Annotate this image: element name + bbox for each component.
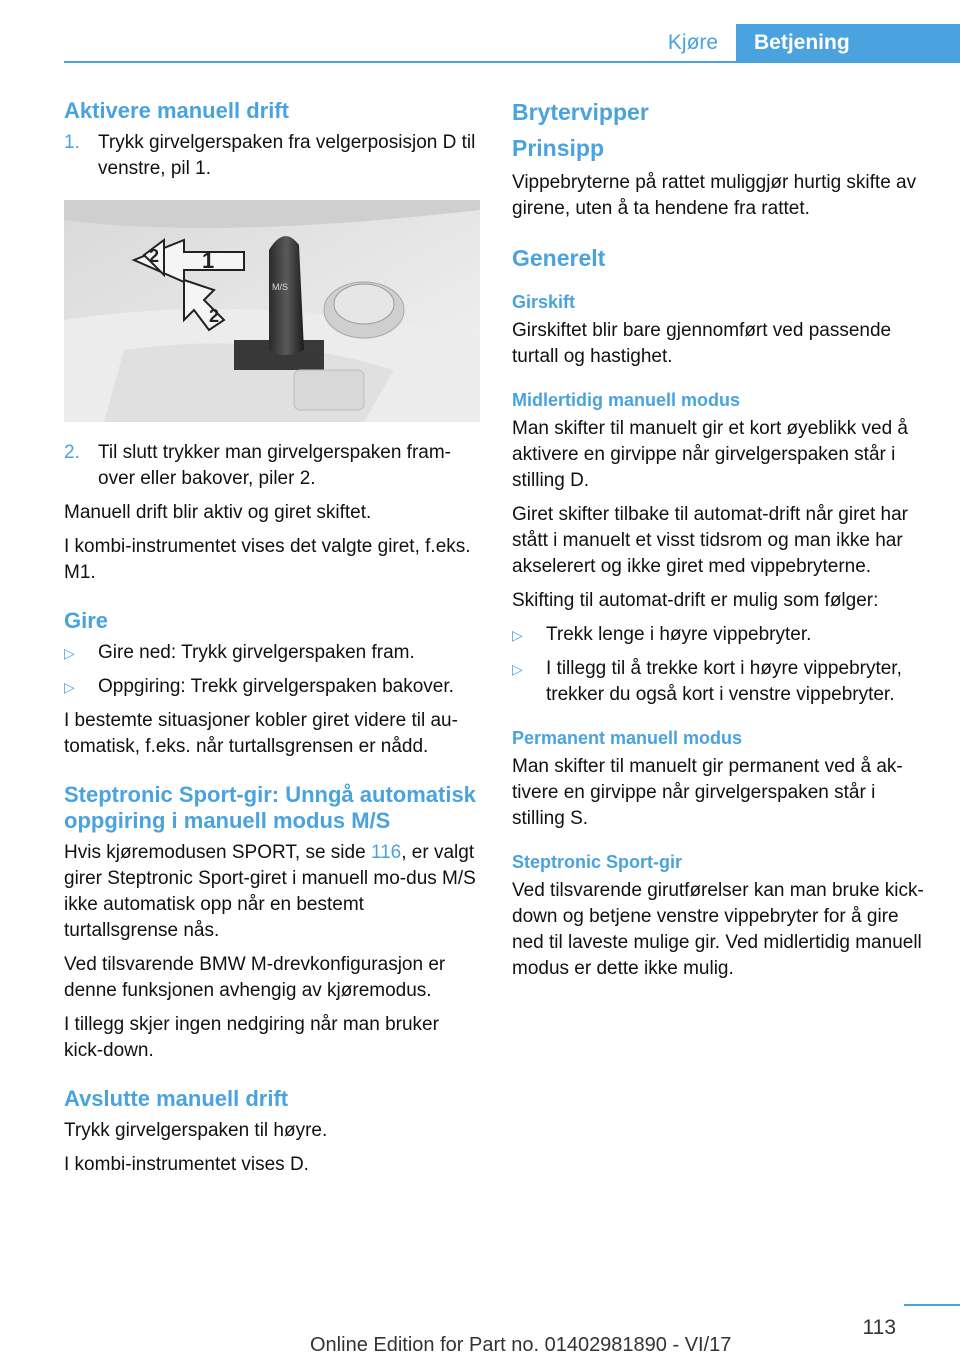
paragraph: I kombi-instrumentet vises det valgte giret, f.eks. M1.: [64, 536, 471, 583]
right-column: [512, 98, 932, 990]
footer-rule: [904, 1304, 960, 1306]
text-part: Hvis kjøremodusen SPORT, se side: [64, 842, 371, 863]
arrow-label-2b: 2: [209, 306, 220, 326]
paragraph: Ved tilsvarende girutførelser kan man bruke kick-down og betjene venstre vippebryter for å gire ned til laveste mulige gir. Ved midlertidig manuell modus er dette ikke mulig.: [512, 880, 924, 979]
heading-generelt: Generelt: [512, 245, 606, 271]
heading-girskift: Girskift: [512, 292, 576, 312]
gear-label-text: M/S: [272, 282, 289, 292]
page-link[interactable]: 116: [370, 842, 402, 863]
paragraph: I kombi-instrumentet vises D.: [64, 1154, 309, 1175]
heading-steptronic: Steptronic Sport-gir: Unngå automatisk oppgiring i manuell modus M/S: [64, 782, 476, 833]
step-1: [64, 130, 480, 182]
paragraph: Man skifter til manuelt gir et kort øyeblikk ved å aktivere en girvippe når girvelgerspaken står i stilling D.: [512, 418, 908, 491]
paragraph: Skifting til automat-drift er mulig som følger:: [512, 590, 879, 611]
bullet-text: I tillegg til å trekke kort i høyre vippebryter, trekker du også kort i venstre vippebryter.: [546, 658, 902, 705]
heading-sport-gir: Steptronic Sport-gir: [512, 852, 682, 872]
heading-aktivere: Aktivere manuell drift: [64, 98, 289, 123]
paragraph: Man skifter til manuelt gir permanent ved å ak-tivere en girvippe når girvelgerspaken står i stilling S.: [512, 756, 903, 829]
triangle-bullet-icon: ▷: [64, 679, 75, 695]
page-number: 113: [862, 1316, 896, 1339]
heading-gire: Gire: [64, 608, 109, 633]
paragraph: I bestemte situasjoner kobler giret videre til au-tomatisk, f.eks. når turtallsgrensen er nådd.: [64, 710, 458, 757]
arrow-label-1: 1: [202, 248, 215, 273]
bullet-item: [64, 640, 480, 666]
bullet-text: Trekk lenge i høyre vippebryter.: [546, 624, 812, 645]
bullet-item: [512, 656, 932, 708]
paragraph-sport: [64, 840, 480, 944]
text-part: , er valgt girer Steptronic Sport-giret i manuell mo-dus M/S ikke automatisk opp når en bestemt turtallsgrense nås.: [64, 842, 476, 941]
bullet-text: Gire ned: Trykk girvelgerspaken fram.: [98, 642, 415, 663]
step-2: [64, 440, 480, 492]
bullet-text: Oppgiring: Trekk girvelgerspaken bakover.: [98, 676, 454, 697]
bullet-item: [64, 674, 480, 700]
paragraph: Manuell drift blir aktiv og giret skiftet.: [64, 502, 372, 523]
gear-lever-illustration: [64, 200, 480, 422]
step-text: Til slutt trykker man girvelgerspaken fram-over eller bakover, piler 2.: [98, 442, 452, 489]
step-text: Trykk girvelgerspaken fra velgerposisjon D til venstre, pil 1.: [98, 132, 476, 179]
heading-brytervipper: Brytervipper: [512, 99, 649, 125]
triangle-bullet-icon: ▷: [64, 645, 75, 661]
heading-avslutte: Avslutte manuell drift: [64, 1086, 289, 1111]
paragraph: Vippebryterne på rattet muliggjør hurtig skifte av girene, uten å ta hendene fra rattet.: [512, 172, 917, 219]
heading-prinsipp: Prinsipp: [512, 135, 605, 161]
paragraph: Girskiftet blir bare gjennomført ved passende turtall og hastighet.: [512, 320, 892, 367]
triangle-bullet-icon: ▷: [512, 661, 523, 677]
gear-lever-figure: [64, 200, 480, 422]
paragraph: I tillegg skjer ingen nedgiring når man bruker kick-down.: [64, 1014, 439, 1061]
tab-betjening[interactable]: Betjening: [736, 24, 960, 62]
tab-kjore[interactable]: Kjøre: [667, 31, 719, 54]
triangle-bullet-icon: ▷: [512, 627, 523, 643]
step-number: 1.: [64, 132, 80, 153]
paragraph: Ved tilsvarende BMW M-drevkonfigurasjon er denne funksjonen avhengig av kjøremodus.: [64, 954, 446, 1001]
arrow-label-2a: 2: [149, 246, 160, 266]
paragraph: Trykk girvelgerspaken til høyre.: [64, 1120, 328, 1141]
step-number: 2.: [64, 442, 80, 463]
edition-text: Online Edition for Part no. 01402981890 - VI/17: [310, 1334, 732, 1356]
paragraph: Giret skifter tilbake til automat-drift når giret har stått i manuelt et visst tidsrom og man ikke har akselerert og ikke giret med vippebryterne.: [512, 504, 908, 577]
bullet-item: [512, 622, 932, 648]
heading-permanent: Permanent manuell modus: [512, 728, 743, 748]
left-column: [64, 98, 480, 1186]
heading-midlertidig: Midlertidig manuell modus: [512, 390, 741, 410]
